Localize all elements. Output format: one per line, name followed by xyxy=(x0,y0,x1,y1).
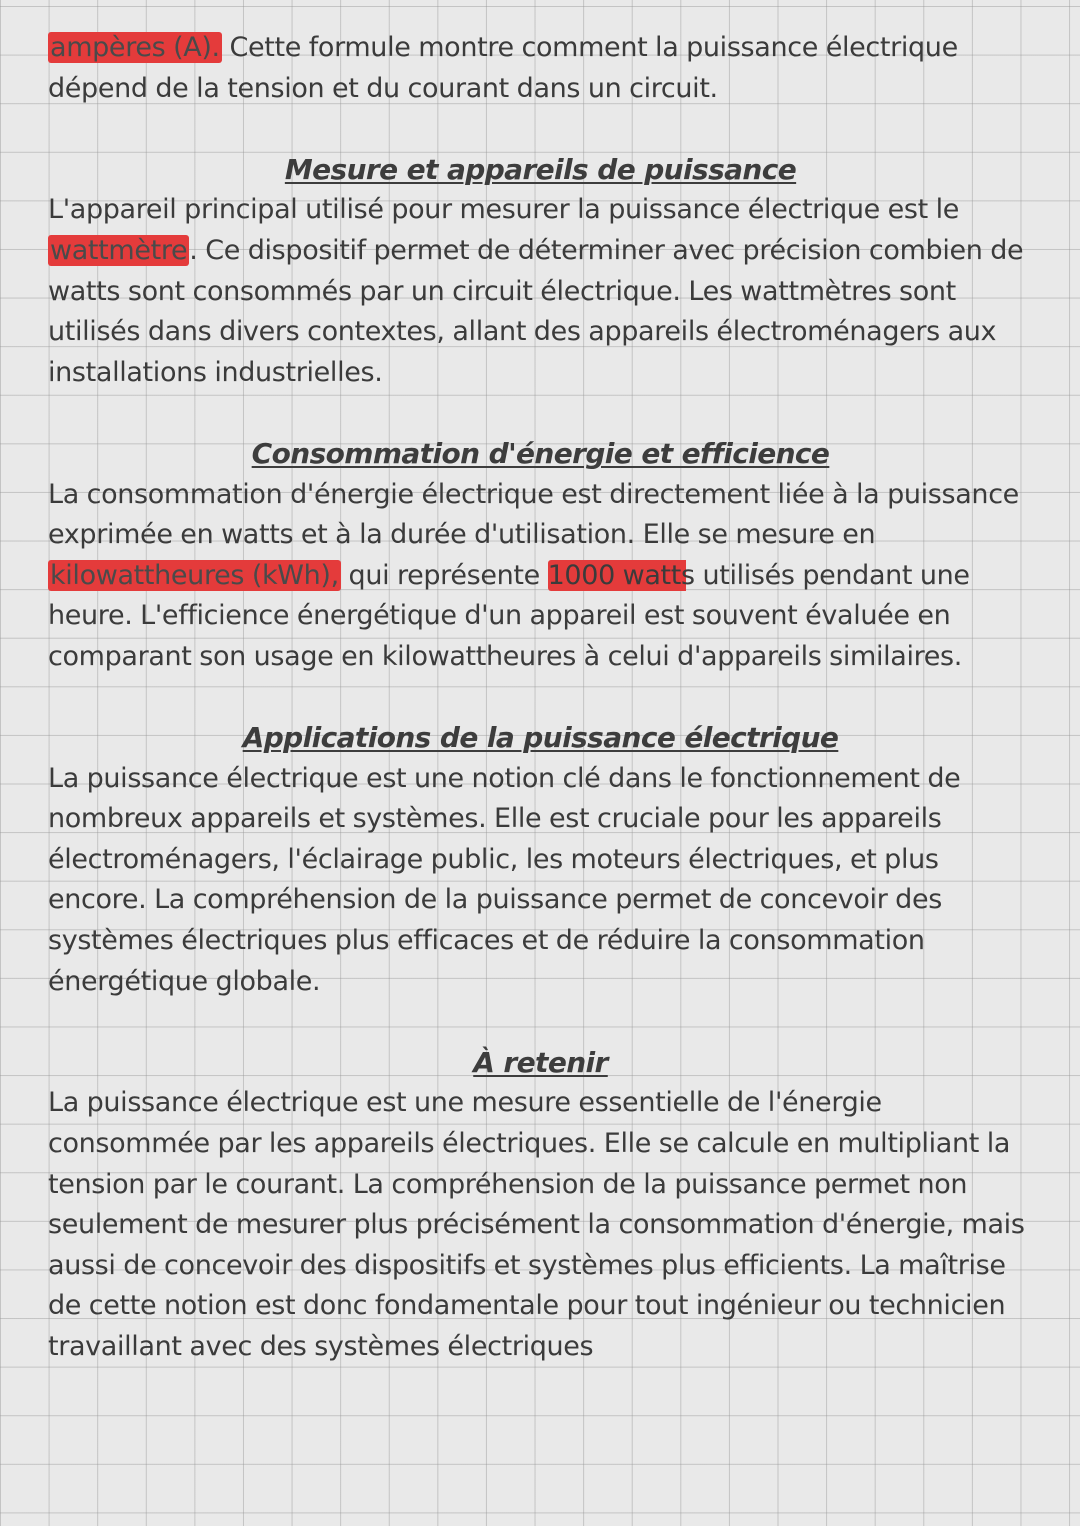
section-title-a-retenir: À retenir xyxy=(473,1045,608,1079)
intro-text: Cette formule montre comment la puissance électrique dépend de la tension et du courant dans un circuit. xyxy=(48,32,958,104)
highlight-amperes: ampères (A). xyxy=(50,32,220,63)
highlight-1000-watts: 1000 watts xyxy=(547,559,695,591)
spacer xyxy=(48,109,1033,150)
body-text: L'appareil principal utilisé pour mesurer la puissance électrique est le xyxy=(48,194,959,226)
section-title-consommation: Consommation d'énergie et efficience xyxy=(251,436,830,470)
spacer xyxy=(48,678,1033,719)
body-text: utilisés pendant une heure. L'efficience énergétique d'un appareil est souvent évaluée en comparant son usage en kilowattheures à celui d'appareils similaires. xyxy=(48,559,970,672)
spacer xyxy=(48,1002,1033,1043)
section-body-a-retenir: La puissance électrique est une mesure essentielle de l'énergie consommée par les appareils électriques. Elle se calcule en multipliant la tension par le courant. La compréhension de la puissance permet non seulement de mesurer plus précisément la consommation d'énergie, mais aussi de concevoir des dispositifs et systèmes plus efficients. La maîtrise de cette notion est donc fondamentale pour tout ingénieur ou technicien travaillant avec des systèmes électriques xyxy=(48,1087,1025,1362)
spacer xyxy=(48,393,1033,434)
highlight-kilowattheures: kilowattheures (kWh), xyxy=(50,559,339,591)
section-body-applications: La puissance électrique est une notion clé dans le fonctionnement de nombreux appareils et systèmes. Elle est cruciale pour les appareils électroménagers, l'éclairage public, les moteurs électriques, et plus encore. La compréhension de la puissance permet de concevoir des systèmes électriques plus efficaces et de réduire la consommation énergétique globale. xyxy=(48,762,961,997)
note-page xyxy=(48,28,1033,1368)
body-text: La consommation d'énergie électrique est directement liée à la puissance exprimée en watts et à la durée d'utilisation. Elle se mesure en xyxy=(48,478,1019,551)
body-text: qui représente xyxy=(340,559,548,591)
section-title-mesure: Mesure et appareils de puissance xyxy=(284,152,797,186)
intro-paragraph xyxy=(48,28,1033,109)
highlight-wattmetre: wattmètre xyxy=(50,234,188,266)
body-text: . Ce dispositif permet de déterminer avec précision combien de watts sont consommés par un circuit électrique. Les wattmètres sont utilisés dans divers contextes, allant des appareils électroménagers aux installations industrielles. xyxy=(48,234,1024,388)
section-title-applications: Applications de la puissance électrique xyxy=(242,721,839,755)
section-body-consommation xyxy=(48,475,1033,678)
section-body-mesure xyxy=(48,190,1033,393)
